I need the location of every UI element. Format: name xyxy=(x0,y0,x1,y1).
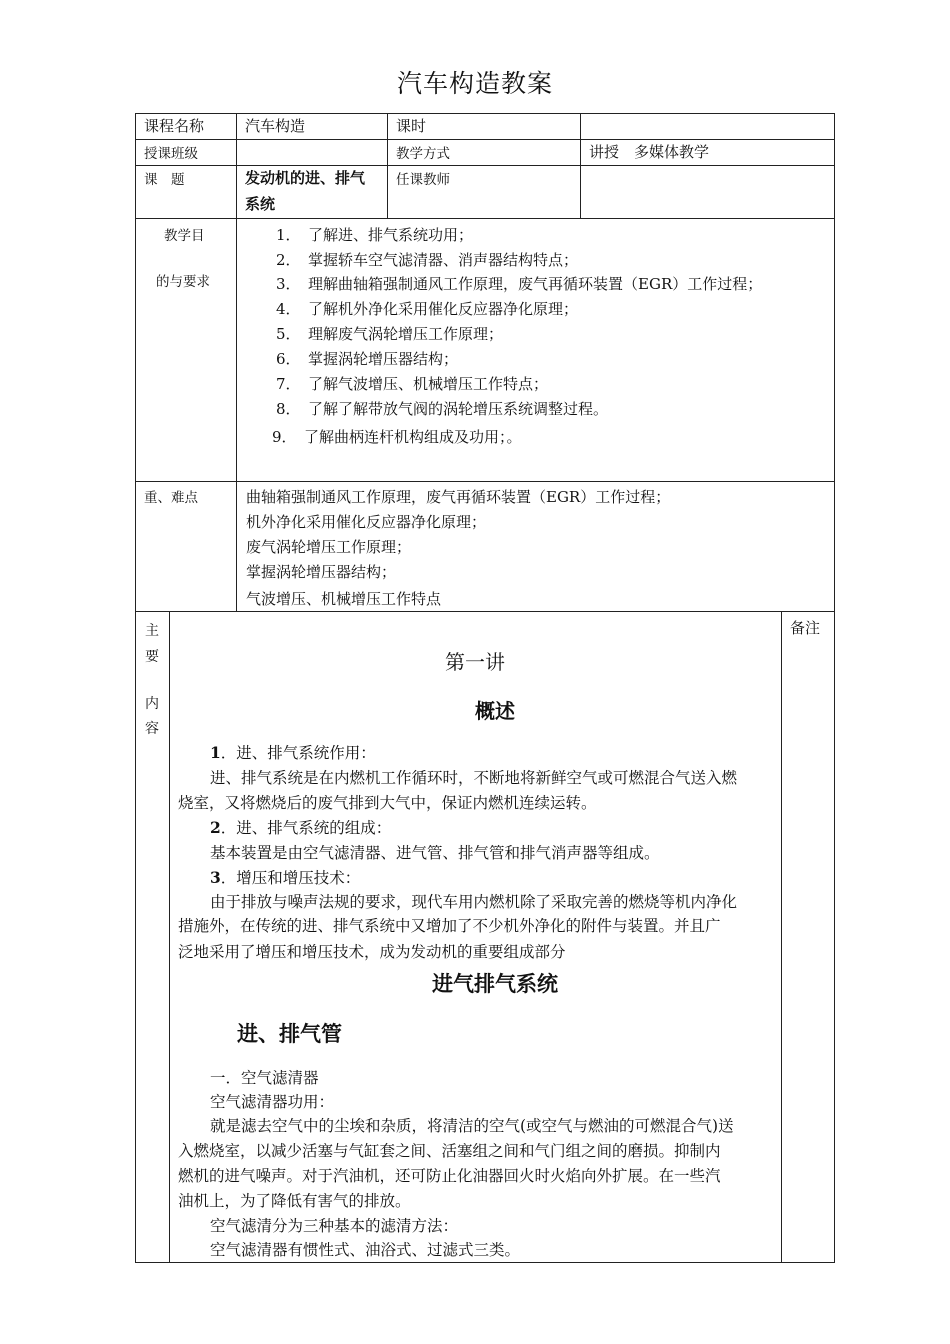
section-title: ．进、排气系统作用： xyxy=(220,744,376,762)
lecture-heading: 第一讲 xyxy=(445,650,505,674)
remarks-label: 备注 xyxy=(790,619,821,637)
key-point-item: 气波增压、机械增压工作特点 xyxy=(246,590,442,608)
paragraph-line: 烧室，又将燃烧后的废气排到大气中，保证内燃机连续运转。 xyxy=(178,794,597,812)
objective-item: 1． 了解进、排气系统功用； xyxy=(276,226,474,244)
paragraph-line: 进、排气系统是在内燃机工作循环时，不断地将新鲜空气或可燃混合气送入燃 xyxy=(210,769,738,787)
table-border-left xyxy=(135,113,136,1263)
section-heading xyxy=(210,866,360,888)
key-point-item: 曲轴箱强制通风工作原理，废气再循环装置（EGR）工作过程； xyxy=(246,488,671,506)
filter-function-label: 空气滤清器功用： xyxy=(210,1093,335,1111)
course-name-value: 汽车构造 xyxy=(245,117,306,135)
table-border-right xyxy=(834,113,835,1263)
pipe-heading: 进、排气管 xyxy=(237,1021,342,1046)
section-title: ．进、排气系统的组成： xyxy=(220,819,392,837)
column-divider xyxy=(387,113,388,219)
paragraph-line: 由于排放与噪声法规的要求，现代车用内燃机除了采取完善的燃烧等机内净化 xyxy=(210,893,738,911)
method-value: 讲授 多媒体教学 xyxy=(589,143,710,161)
objectives-label-line2: 的与要求 xyxy=(156,274,210,290)
method-label: 教学方式 xyxy=(396,146,450,162)
teacher-label: 任课教师 xyxy=(396,172,450,188)
objectives-label-line1: 教学目 xyxy=(164,228,205,244)
page-title: 汽车构造教案 xyxy=(396,69,553,98)
topic-value-line1: 发动机的进、排气 xyxy=(245,169,366,187)
objective-item: 2． 掌握轿车空气滤清器、消声器结构特点； xyxy=(276,251,579,269)
key-point-item: 机外净化采用催化反应器净化原理； xyxy=(246,513,487,531)
paragraph-line: 措施外，在传统的进、排气系统中又增加了不少机外净化的附件与装置。并且广 xyxy=(178,917,721,935)
table-border-top xyxy=(135,113,835,114)
section-heading xyxy=(210,816,391,838)
course-name-label: 课程名称 xyxy=(144,117,205,135)
column-divider xyxy=(236,113,237,612)
hours-label: 课时 xyxy=(396,117,427,135)
objective-item: 4． 了解机外净化采用催化反应器净化原理； xyxy=(276,300,579,318)
table-border-bottom xyxy=(135,1262,835,1263)
key-point-item: 废气涡轮增压工作原理； xyxy=(246,538,412,556)
section-number: 2 xyxy=(210,818,221,837)
section-number: 3 xyxy=(210,868,221,887)
column-divider xyxy=(169,611,170,1263)
paragraph-line: 燃机的进气噪声。对于汽油机，还可防止化油器回火时火焰向外扩展。在一些汽 xyxy=(178,1167,721,1185)
objective-item: 5． 理解废气涡轮增压工作原理； xyxy=(276,325,504,343)
section-heading xyxy=(210,741,376,763)
paragraph-line: 泛地采用了增压和增压技术，成为发动机的重要组成部分 xyxy=(178,943,566,961)
row-divider xyxy=(135,218,835,219)
section-title: ．增压和增压技术： xyxy=(220,869,361,887)
overview-heading: 概述 xyxy=(475,699,515,723)
paragraph-line: 入燃烧室，以减少活塞与气缸套之间、活塞组之间和气门组之间的磨损。抑制内 xyxy=(178,1142,721,1160)
row-divider xyxy=(135,611,835,612)
paragraph-line: 基本装置是由空气滤清器、进气管、排气管和排气消声器等组成。 xyxy=(210,844,660,862)
objective-item: 7． 了解气波增压、机械增压工作特点； xyxy=(276,375,549,393)
main-label-char: 要 xyxy=(145,649,159,665)
paragraph-line: 空气滤清分为三种基本的滤清方法： xyxy=(210,1217,459,1235)
paragraph-line: 油机上，为了降低有害气的排放。 xyxy=(178,1192,411,1210)
filter-heading: 一．空气滤清器 xyxy=(210,1069,319,1087)
main-label-char: 主 xyxy=(145,623,159,639)
column-divider xyxy=(580,113,581,219)
key-point-item: 掌握涡轮增压器结构； xyxy=(246,563,397,581)
objective-item: 9． 了解曲柄连杆机构组成及功用；。 xyxy=(272,428,522,446)
topic-label: 课 题 xyxy=(144,172,185,188)
objective-item: 3． 理解曲轴箱强制通风工作原理，废气再循环装置（EGR）工作过程； xyxy=(276,275,763,293)
row-divider xyxy=(135,139,835,140)
row-divider xyxy=(135,165,835,166)
paragraph-line: 空气滤清器有惯性式、油浴式、过滤式三类。 xyxy=(210,1241,521,1259)
key-points-label: 重、难点 xyxy=(144,490,198,506)
class-label: 授课班级 xyxy=(144,146,198,162)
objective-item: 8． 了解了解带放气阀的涡轮增压系统调整过程。 xyxy=(276,400,609,418)
section-number: 1 xyxy=(210,743,221,762)
main-label-char: 内 xyxy=(145,696,159,712)
paragraph-line: 就是滤去空气中的尘埃和杂质，将清洁的空气(或空气与燃油的可燃混合气)送 xyxy=(210,1117,734,1135)
main-label-char: 容 xyxy=(145,721,159,737)
topic-value-line2: 系统 xyxy=(245,195,276,213)
objective-item: 6． 掌握涡轮增压器结构； xyxy=(276,350,459,368)
row-divider xyxy=(135,481,835,482)
system-heading: 进气排气系统 xyxy=(432,971,558,996)
